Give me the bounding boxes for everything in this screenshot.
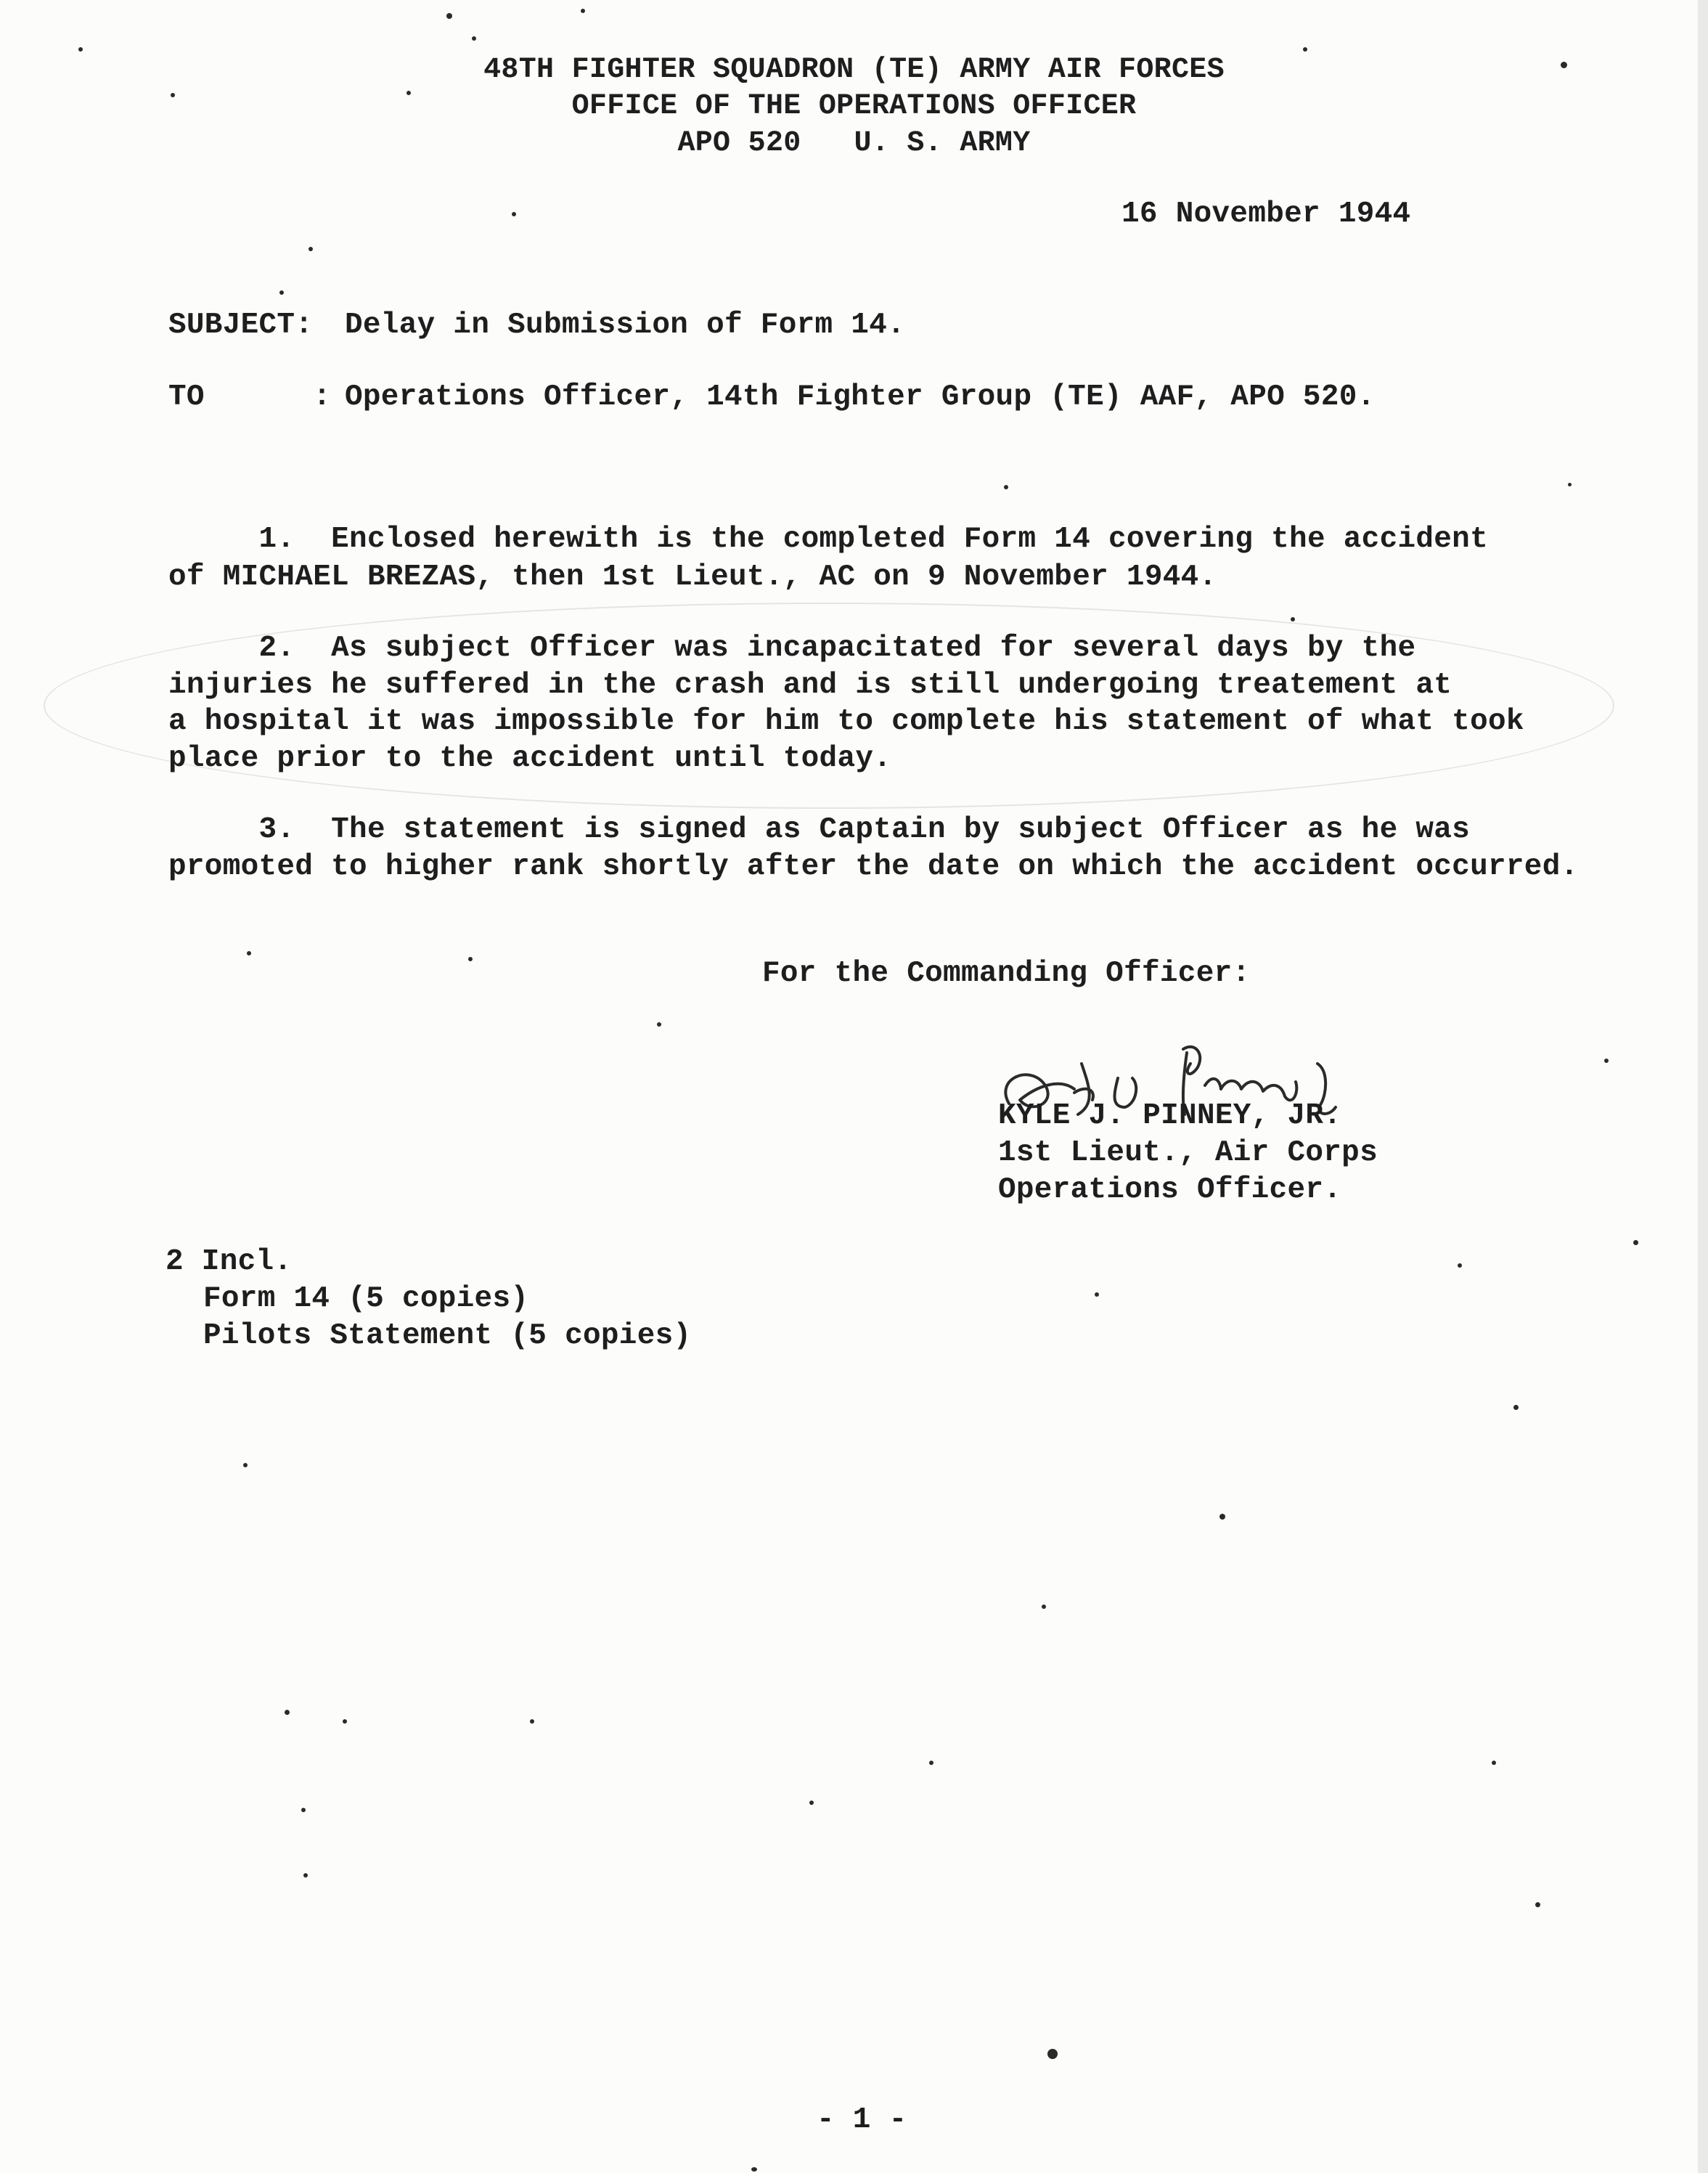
scan-speck (1219, 1514, 1225, 1520)
letter-date: 16 November 1944 (1121, 197, 1411, 231)
to-text: Operations Officer, 14th Fighter Group (TE) AAF, APO 520. (345, 380, 1376, 414)
paragraph-2-line-2: injuries he suffered in the crash and is still undergoing treatement at (168, 669, 1452, 702)
letterhead-office: OFFICE OF THE OPERATIONS OFFICER (571, 90, 1137, 123)
scan-speck (1604, 1059, 1609, 1063)
to-label: TO : (168, 380, 332, 414)
enclosure-item-2: Pilots Statement (5 copies) (203, 1319, 692, 1353)
scan-speck (1513, 1405, 1519, 1410)
paragraph-2-line-4: place prior to the accident until today. (168, 742, 892, 775)
scan-speck (406, 91, 411, 95)
subject-label: SUBJECT: (168, 309, 314, 342)
scan-speck (247, 951, 251, 955)
scan-speck (809, 1801, 814, 1805)
letterhead-unit: 48TH FIGHTER SQUADRON (TE) ARMY AIR FORCES (483, 54, 1225, 86)
scan-speck (468, 957, 473, 961)
scan-speck (1303, 47, 1307, 52)
scan-speck (657, 1022, 661, 1027)
scan-speck (929, 1761, 933, 1765)
scan-speck (279, 290, 284, 295)
scan-speck (1535, 1902, 1540, 1907)
enclosure-item-1: Form 14 (5 copies) (203, 1282, 529, 1316)
paragraph-2-line-1: 2. As subject Officer was incapacitated for several days by the (168, 632, 1416, 665)
scan-speck (243, 1463, 248, 1467)
scan-speck (1492, 1761, 1496, 1765)
scan-speck (1095, 1292, 1099, 1297)
scan-speck (1004, 485, 1008, 489)
scan-speck (301, 1808, 306, 1812)
scan-speck (308, 247, 313, 251)
scan-speck (751, 2167, 757, 2172)
scan-speck (1291, 617, 1295, 621)
scan-speck (343, 1719, 347, 1724)
paragraph-3-line-2: promoted to higher rank shortly after the date on which the accident occurred. (168, 850, 1579, 884)
scan-speck (1561, 62, 1567, 68)
scan-speck (303, 1873, 308, 1878)
paragraph-3-line-1: 3. The statement is signed as Captain by subject Officer as he was (168, 813, 1471, 847)
scan-speck (1047, 2049, 1058, 2059)
scan-speck (1633, 1240, 1638, 1245)
scan-speck (581, 9, 585, 13)
enclosure-count: 2 Incl. (166, 1245, 293, 1279)
scan-speck (512, 212, 516, 216)
scan-speck (472, 36, 476, 41)
page-edge-shadow (1698, 0, 1708, 2173)
scan-speck (530, 1719, 534, 1724)
signer-title: Operations Officer. (998, 1173, 1342, 1207)
subject-text: Delay in Submission of Form 14. (345, 309, 906, 342)
paragraph-1-line-2: of MICHAEL BREZAS, then 1st Lieut., AC on 9 November 1944. (168, 560, 1217, 594)
signer-rank: 1st Lieut., Air Corps (998, 1136, 1378, 1170)
page-number: - 1 - (817, 2103, 907, 2137)
scan-speck (1042, 1605, 1046, 1609)
scan-speck (285, 1710, 290, 1715)
letterhead-apo: APO 520 U. S. ARMY (677, 127, 1031, 160)
scan-speck (1458, 1263, 1462, 1268)
paragraph-2-line-3: a hospital it was impossible for him to complete his statement of what took (168, 705, 1524, 738)
scan-speck (171, 93, 175, 97)
scan-speck (446, 13, 452, 19)
closing-line: For the Commanding Officer: (762, 957, 1251, 990)
scan-speck (1568, 483, 1572, 486)
signer-name: KYLE J. PINNEY, JR. (998, 1099, 1342, 1133)
scan-speck (78, 47, 83, 52)
paragraph-1-line-1: 1. Enclosed herewith is the completed Form 14 covering the accident (168, 523, 1488, 556)
